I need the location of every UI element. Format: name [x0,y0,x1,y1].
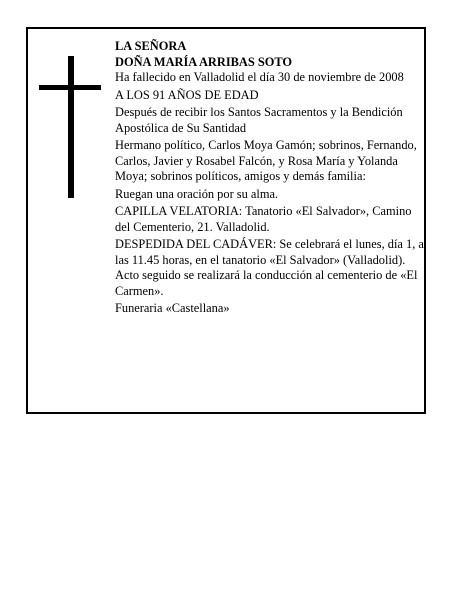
funeral-home: Funeraria «Castellana» [115,301,230,315]
age-statement: A LOS 91 AÑOS DE EDAD [115,87,259,102]
deceased-name: DOÑA MARÍA ARRIBAS SOTO [115,54,293,69]
cross-icon-bar [39,85,101,90]
notice-text [115,39,425,319]
chapel-info: CAPILLA VELATORIA: Tanatorio «El Salvador», Camino del Cementerio, 21. Valladolid. [115,204,412,234]
farewell-info: DESPEDIDA DEL CADÁVER: Se celebrará el lunes, día 1, a las 11.45 horas, en el tanatorio «El Salvador» (Valladolid). Acto seguido se realizará la conducción al cementerio de «El Carmen». [115,237,424,298]
death-statement: Ha fallecido en Valladolid el día 30 de noviembre de 2008 [115,70,404,84]
prayer-request: Ruegan una oración por su alma. [115,186,279,201]
obituary-notice [26,27,426,414]
notice-title: LA SEÑORA [115,39,187,53]
sacraments-statement: Después de recibir los Santos Sacramentos y la Bendición Apostólica de Su Santidad [115,105,403,135]
family-list: Hermano político, Carlos Moya Gamón; sobrinos, Fernando, Carlos, Javier y Rosabel Falcón, y Rosa María y Yolanda Moya; sobrinos políticos, amigos y demás familia: [115,138,417,183]
cross-icon [68,56,74,198]
